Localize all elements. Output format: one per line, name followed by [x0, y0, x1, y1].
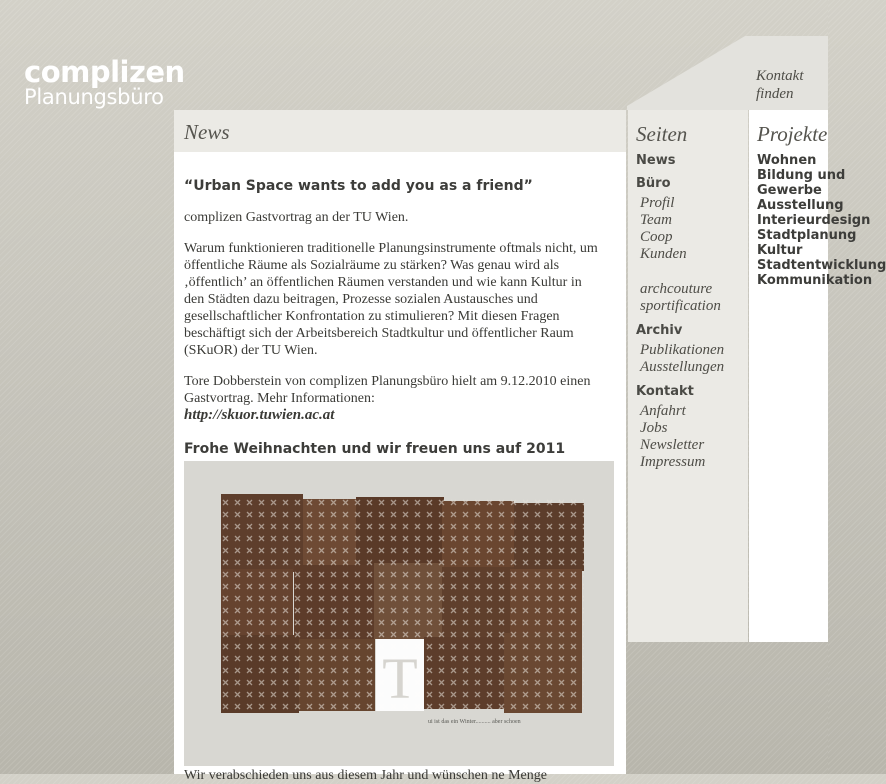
site-logo[interactable]: [24, 55, 185, 109]
article-note: [184, 373, 604, 424]
nav-news[interactable]: News: [636, 153, 676, 168]
seiten-title: Seiten: [636, 122, 688, 146]
projekte-sidebar: [749, 110, 886, 642]
extra-submenu: [636, 281, 748, 315]
nav-kunden[interactable]: Kunden: [640, 246, 687, 262]
nav-jobs[interactable]: Jobs: [640, 420, 668, 436]
card-caption: ui ist das ein Winter.......... aber schoen: [428, 719, 521, 725]
nav-kontakt[interactable]: Kontakt: [636, 384, 694, 399]
finden-link-line: finden: [756, 86, 794, 102]
nav-anfahrt[interactable]: Anfahrt: [640, 403, 686, 419]
nav-coop[interactable]: Coop: [640, 229, 673, 245]
projekte-list: [757, 153, 886, 288]
nav-profil[interactable]: Profil: [640, 195, 675, 211]
article-intro: complizen Gastvortrag an der TU Wien.: [184, 210, 409, 225]
proj-ausstellung[interactable]: Ausstellung: [757, 198, 844, 213]
kontakt-submenu: [636, 403, 748, 471]
kontakt-link-line: Kontakt: [756, 68, 804, 84]
buero-submenu: [636, 195, 748, 263]
christmas-card-image: [184, 461, 614, 766]
article2-headline[interactable]: Frohe Weihnachten und wir freuen uns auf 2011: [184, 441, 566, 457]
main-content: [174, 110, 626, 783]
seiten-sidebar: [628, 110, 748, 642]
proj-bildung[interactable]: Bildung und: [757, 168, 846, 183]
kontakt-finden-link[interactable]: [756, 67, 804, 103]
nav-buero[interactable]: Büro: [636, 176, 671, 191]
proj-stadtentwicklung[interactable]: Stadtentwicklung: [757, 258, 886, 273]
nav-impressum[interactable]: Impressum: [640, 454, 706, 470]
article-headline[interactable]: “Urban Space wants to add you as a friend”: [184, 178, 533, 194]
skuor-link[interactable]: http://skuor.tuwien.ac.at: [184, 407, 335, 423]
nav-archiv[interactable]: Archiv: [636, 323, 683, 338]
page-title: News: [184, 120, 230, 144]
proj-gewerbe[interactable]: Gewerbe: [757, 183, 822, 198]
nav-publikationen[interactable]: Publikationen: [640, 342, 725, 358]
archiv-submenu: [636, 342, 748, 376]
nav-ausstellungen[interactable]: Ausstellungen: [640, 359, 725, 375]
proj-interieurdesign[interactable]: Interieurdesign: [757, 213, 871, 228]
nav-archcouture[interactable]: archcouture: [640, 281, 713, 297]
article2-trailing-text: Wir verabschieden uns aus diesem Jahr und wünschen ne Menge: [184, 768, 547, 783]
proj-kultur[interactable]: Kultur: [757, 243, 803, 258]
nav-newsletter[interactable]: Newsletter: [640, 437, 705, 453]
card-letter: T: [382, 646, 418, 711]
proj-wohnen[interactable]: Wohnen: [757, 153, 817, 168]
article-note-text: Tore Dobberstein von complizen Planungsbüro hielt am 9.12.2010 einen Gastvortrag. Mehr Informationen:: [184, 374, 591, 406]
nav-sportification[interactable]: sportification: [640, 298, 721, 314]
news-body: [174, 152, 626, 766]
logo-line-1: complizen: [24, 55, 185, 89]
main-header: [174, 110, 626, 152]
christmas-card-graphic: [184, 461, 614, 766]
article-body: Warum funktionieren traditionelle Planungsinstrumente oftmals nicht, um öffentliche Räume als Sozialräume zu stärken? Was genau wird als ‚öffentlich’ an öffentlichen Räumen verstanden und wie kann Kultur in den Städten dazu beitragen, Prozesse sozialen Austausches und gesellschaftlicher Konfrontation zu stimulieren? Mit diesen Fragen beschäftigt sich der Arbeitsbereich Stadtkultur und öffentlicher Raum (SKuOR) der TU Wien.: [184, 241, 598, 358]
logo-line-2: Planungsbüro: [24, 85, 164, 109]
proj-kommunikation[interactable]: Kommunikation: [757, 273, 873, 288]
proj-stadtplanung[interactable]: Stadtplanung: [757, 228, 857, 243]
nav-team[interactable]: Team: [640, 212, 672, 228]
projekte-title: Projekte: [757, 122, 828, 146]
